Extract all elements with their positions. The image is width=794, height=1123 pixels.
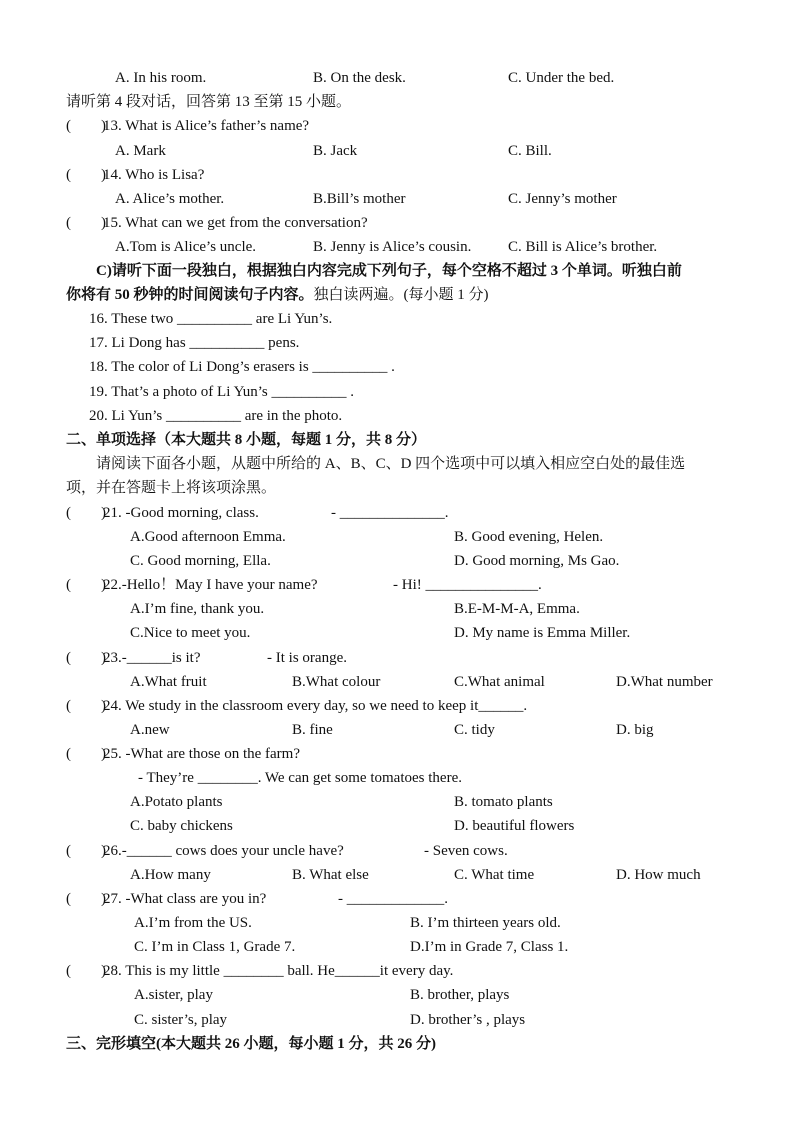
q13-option-c: C. Bill. — [508, 143, 552, 159]
q21-option-c: C. Good morning, Ella. — [130, 553, 271, 569]
q25-stem: 25. -What are those on the farm? — [103, 746, 300, 762]
section2-instruction-line2: 项，并在答题卡上将该项涂黑。 — [66, 480, 277, 496]
part-c-instruction-bold: 你将有 50 秒钟的时间阅读句子内容。 — [66, 287, 314, 303]
q13-option-a: A. Mark — [115, 143, 166, 159]
q25-reply: - They’re ________. We can get some tomatoes there. — [138, 770, 462, 786]
q28-option-c: C. sister’s, play — [134, 1012, 228, 1028]
answer-paren: ( ) — [66, 843, 106, 859]
q24-option-b: B. fine — [292, 722, 333, 738]
answer-paren: ( ) — [66, 963, 106, 979]
q28-option-b: B. brother, plays — [410, 987, 510, 1003]
q23-option-a: A.What fruit — [130, 674, 207, 690]
section2-instruction-line1: 请阅读下面各小题，从题中所给的 A、B、C、D 四个选项中可以填入相应空白处的最佳选 — [96, 456, 686, 472]
q21-stem: 21. -Good morning, class. — [103, 505, 259, 521]
q24-option-a: A.new — [130, 722, 170, 738]
fill-item-19: 19. That’s a photo of Li Yun’s __________ . — [89, 384, 354, 400]
fill-item-18: 18. The color of Li Dong’s erasers is __________ . — [89, 359, 395, 375]
fill-item-16: 16. These two __________ are Li Yun’s. — [89, 311, 333, 327]
q14-option-a: A. Alice’s mother. — [115, 191, 225, 207]
q13-stem: 13. What is Alice’s father’s name? — [103, 118, 310, 134]
answer-paren: ( ) — [66, 698, 106, 714]
q21-option-a: A.Good afternoon Emma. — [130, 529, 286, 545]
q22-option-b: B.E-M-M-A, Emma. — [454, 601, 580, 617]
q28-stem: 28. This is my little ________ ball. He______it every day. — [103, 963, 454, 979]
part-c-instruction-rest: 独白读两遍。(每小题 1 分) — [313, 287, 489, 303]
q23-stem: 23.-______is it? — [103, 650, 201, 666]
q27-option-d: D.I’m in Grade 7, Class 1. — [410, 939, 569, 955]
fill-item-20: 20. Li Yun’s __________ are in the photo. — [89, 408, 343, 424]
q27-option-b: B. I’m thirteen years old. — [410, 915, 561, 931]
answer-paren: ( ) — [66, 167, 106, 183]
q14-option-c: C. Jenny’s mother — [508, 191, 617, 207]
q22-stem: 22.-Hello！May I have your name? — [103, 577, 318, 593]
fill-item-17: 17. Li Dong has __________ pens. — [89, 335, 300, 351]
answer-paren: ( ) — [66, 650, 106, 666]
q26-option-c: C. What time — [454, 867, 535, 883]
q27-option-a: A.I’m from the US. — [134, 915, 252, 931]
q15-stem: 15. What can we get from the conversation? — [103, 215, 368, 231]
section3-title: 三、完形填空(本大题共 26 小题，每小题 1 分，共 26 分) — [66, 1036, 436, 1052]
q21-option-d: D. Good morning, Ms Gao. — [454, 553, 620, 569]
q14-stem: 14. Who is Lisa? — [103, 167, 205, 183]
q12-option-c: C. Under the bed. — [508, 70, 615, 86]
q26-option-b: B. What else — [292, 867, 369, 883]
q22-option-d: D. My name is Emma Miller. — [454, 625, 631, 641]
q14-option-b: B.Bill’s mother — [313, 191, 406, 207]
answer-paren: ( ) — [66, 118, 106, 134]
q23-option-b: B.What colour — [292, 674, 381, 690]
q13-option-b: B. Jack — [313, 143, 358, 159]
q28-option-d: D. brother’s , plays — [410, 1012, 526, 1028]
q27-reply: - _____________. — [338, 891, 448, 907]
q21-option-b: B. Good evening, Helen. — [454, 529, 604, 545]
q15-option-a: A.Tom is Alice’s uncle. — [115, 239, 257, 255]
answer-paren: ( ) — [66, 746, 106, 762]
q22-option-a: A.I’m fine, thank you. — [130, 601, 265, 617]
q21-reply: - ______________. — [331, 505, 449, 521]
q15-option-c: C. Bill is Alice’s brother. — [508, 239, 658, 255]
section2-title: 二、单项选择（本大题共 8 小题，每题 1 分，共 8 分） — [66, 432, 427, 448]
q26-stem: 26.-______ cows does your uncle have? — [103, 843, 344, 859]
q25-option-c: C. baby chickens — [130, 818, 233, 834]
q27-stem: 27. -What class are you in? — [103, 891, 267, 907]
q23-option-c: C.What animal — [454, 674, 545, 690]
q25-option-a: A.Potato plants — [130, 794, 223, 810]
q28-option-a: A.sister, play — [134, 987, 213, 1003]
part-c-instruction-line1: C)请听下面一段独白，根据独白内容完成下列句子，每个空格不超过 3 个单词。听独白前 — [96, 263, 682, 279]
q26-reply: - Seven cows. — [424, 843, 508, 859]
q26-option-a: A.How many — [130, 867, 211, 883]
answer-paren: ( ) — [66, 577, 106, 593]
q24-option-c: C. tidy — [454, 722, 495, 738]
q15-option-b: B. Jenny is Alice’s cousin. — [313, 239, 472, 255]
q25-option-b: B. tomato plants — [454, 794, 553, 810]
q24-option-d: D. big — [616, 722, 654, 738]
answer-paren: ( ) — [66, 891, 106, 907]
section4-intro: 请听第 4 段对话，回答第 13 至第 15 小题。 — [66, 94, 352, 110]
q24-stem: 24. We study in the classroom every day, so we need to keep it______. — [103, 698, 528, 714]
part-c-instruction-line2 — [66, 285, 489, 305]
q22-reply: - Hi! _______________. — [393, 577, 542, 593]
answer-paren: ( ) — [66, 505, 106, 521]
q27-option-c: C. I’m in Class 1, Grade 7. — [134, 939, 296, 955]
q23-reply: - It is orange. — [267, 650, 347, 666]
answer-paren: ( ) — [66, 215, 106, 231]
q12-option-a: A. In his room. — [115, 70, 207, 86]
q25-option-d: D. beautiful flowers — [454, 818, 575, 834]
q22-option-c: C.Nice to meet you. — [130, 625, 251, 641]
q26-option-d: D. How much — [616, 867, 701, 883]
q23-option-d: D.What number — [616, 674, 713, 690]
q12-option-b: B. On the desk. — [313, 70, 406, 86]
